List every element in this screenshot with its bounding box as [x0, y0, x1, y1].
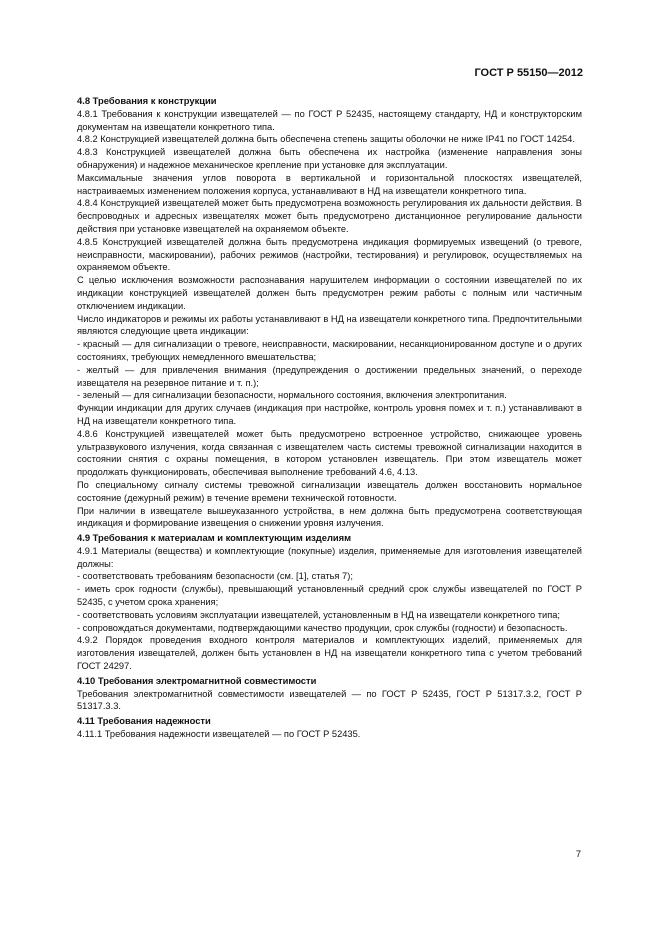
paragraph: 4.9.1 Материалы (вещества) и комплектующие (покупные) изделия, применяемые для изготовления извещателей должны:	[77, 545, 582, 569]
paragraph: 4.8.4 Конструкцией извещателей может быть предусмотрена возможность регулирования их дальности действия. В беспроводных и адресных извещателях может быть предусмотрено дистанционное регулирование дальности действия при установке извещателей на охраняемом объекте.	[77, 198, 582, 234]
list-item: - зеленый — для сигнализации безопасности, нормального состояния, включения электропитания.	[77, 390, 507, 401]
list-item: - красный — для сигнализации о тревоге, неисправности, маскировании, несанкционированном доступе и о других состояниях, требующих немедленного вмешательства;	[77, 339, 582, 362]
paragraph: При наличии в извещателе вышеуказанного устройства, в нем должна быть предусмотрена соответствующая индикация и формирование извещения о снижении уровня излучения.	[77, 505, 582, 529]
paragraph: 4.8.5 Конструкцией извещателей должна быть предусмотрена индикация формируемых извещений (о тревоге, неисправности, маскировании), рабочих режимов (настройки, тестирования) и регулировок, осуществляемых на охраняемом объекте.	[77, 236, 582, 273]
document-id: ГОСТ Р 55150—2012	[474, 67, 583, 79]
paragraph: Максимальные значения углов поворота в вертикальной и горизонтальной плоскостях извещателей, настраиваемых изменением положения корпуса, устанавливают в НД на извещатели конкретного типа.	[77, 172, 582, 196]
paragraph: По специальному сигналу системы тревожной сигнализации извещатель должен восстановить нормальное состояние (дежурный режим) в течение времени технической готовности.	[77, 479, 582, 503]
paragraph: Требования электромагнитной совместимости извещателей — по ГОСТ Р 52435, ГОСТ Р 51317.3.2, ГОСТ Р 51317.3.3.	[77, 688, 582, 712]
document-body	[77, 95, 582, 741]
paragraph: 4.8.6 Конструкцией извещателей может быть предусмотрено встроенное устройство, снижающее уровень ультразвукового излучения, когда связанная с извещателем часть системы тревожной сигнализации находится в состоянии снятия с охраны помещения, в котором установлен извещатель. При этом извещатель может продолжать функционировать, обеспечивая выполнение требований 4.6, 4.13.	[77, 428, 582, 478]
paragraph: 4.8.1 Требования к конструкции извещателей — по ГОСТ Р 52435, настоящему стандарту, НД и конструкторским документам на извещатели конкретного типа.	[77, 108, 582, 132]
page-number: 7	[575, 849, 581, 859]
paragraph: Функции индикации для других случаев (индикация при настройке, контроль уровня помех и т. п.) устанавливают в НД на извещатели конкретного типа.	[77, 403, 582, 426]
paragraph: С целью исключения возможности распознавания нарушителем информации о состоянии извещателей по их индикации конструкцией извещателей должен быть предусмотрен режим работы с полным или частичным отключением индикации.	[77, 275, 582, 311]
section-heading: 4.8 Требования к конструкции	[77, 95, 217, 106]
list-item: - желтый — для привлечения внимания (предупреждения о достижении предельных значений, о переходе извещателя на резервное питание и т. п.);	[77, 364, 582, 388]
paragraph: Число индикаторов и режимы их работы устанавливают в НД на извещатели конкретного типа. Предпочтительными являются следующие цвета индикации:	[77, 313, 582, 337]
paragraph: 4.11.1 Требования надежности извещателей — по ГОСТ Р 52435.	[77, 729, 361, 740]
list-item: - соответствовать требованиям безопасности (см. [1], статья 7);	[77, 571, 353, 582]
list-item: - иметь срок годности (службы), превышающий установленный средний срок службы извещателей по ГОСТ Р 52435, с учетом срока хранения;	[77, 584, 582, 608]
section-heading: 4.11 Требования надежности	[77, 715, 211, 727]
paragraph: 4.8.2 Конструкцией извещателей должна быть обеспечена степень защиты оболочки не ниже IP41 по ГОСТ 14254.	[77, 134, 575, 145]
list-item: - сопровождаться документами, подтверждающими качество продукции, срок службы (годности) и безопасность.	[77, 622, 568, 633]
list-item: - соответствовать условиям эксплуатации извещателей, установленным в НД на извещатели конкретного типа;	[77, 609, 560, 620]
paragraph: 4.8.3 Конструкцией извещателей должна быть обеспечена их настройка (изменение направления зоны обнаружения) и надежное механическое крепление при установке для эксплуатации.	[77, 147, 582, 170]
paragraph: 4.9.2 Порядок проведения входного контроля материалов и комплектующих изделий, применяемых для изготовления извещателей, должен быть установлен в НД на извещатели конкретного типа с учетом требований ГОСТ 24297.	[77, 635, 582, 672]
section-heading: 4.10 Требования электромагнитной совместимости	[77, 674, 317, 686]
section-heading: 4.9 Требования к материалам и комплектующим изделиям	[77, 532, 352, 544]
